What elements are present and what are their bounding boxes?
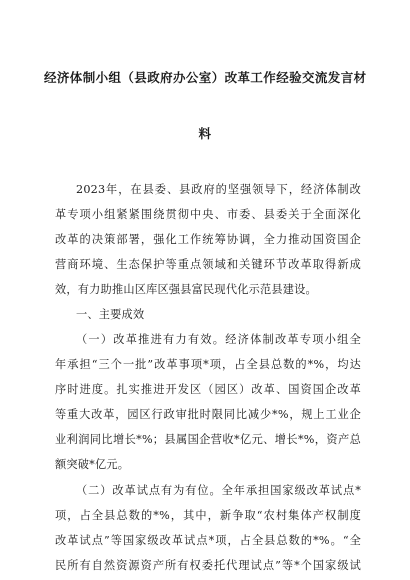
intro-line-1: 2023年，在县委、县政府的坚强领导下，经济体制改 — [76, 183, 361, 196]
para2-line-2: 项，占全县总数的*%，其中，新争取“农村集体产权制度 — [55, 509, 361, 522]
para2-line-4: 民所有自然资源资产所有权委托代理试点”等*个国家级试 — [55, 559, 361, 572]
para1-line-6: 额突破*亿元。 — [55, 458, 130, 471]
para2-line-3: 改革试点”等国家级改革试点*项，占全县总数的*%。“全 — [55, 534, 361, 547]
para1-line-5: 业利润同比增长*%；县属国企营收*亿元、增长*%，资产总 — [55, 433, 361, 446]
para1-line-2: 年承担“三个一批”改革事项*项，占全县总数的*%，均达 — [55, 358, 361, 371]
intro-line-4: 营商环境、生态保护等重点领域和关键环节改革取得新成 — [55, 258, 361, 271]
intro-line-2: 革专项小组紧紧围绕贯彻中央、市委、县委关于全面深化 — [55, 208, 361, 221]
intro-line-5: 效，有力助推山区库区强县富民现代化示范县建设。 — [55, 283, 317, 296]
para1-line-1: （一）改革推进有力有效。经济体制改革专项小组全 — [76, 333, 361, 346]
document-title-line-1: 经济体制小组（县政府办公室）改革工作经验交流发言材 — [44, 70, 367, 85]
para1-line-3: 序时进度。扎实推进开发区（园区）改革、国资国企改革 — [55, 383, 361, 396]
para1-line-4: 等重大改革，园区行政审批时限同比减少*%，规上工业企 — [55, 408, 361, 421]
para2-line-1: （二）改革试点有为有位。全年承担国家级改革试点* — [76, 484, 361, 497]
section-heading: 一、主要成效 — [76, 308, 145, 321]
intro-line-3: 改革的决策部署，强化工作统筹协调，全力推动国资国企 — [55, 233, 361, 246]
document-title-line-2: 料 — [198, 126, 212, 141]
